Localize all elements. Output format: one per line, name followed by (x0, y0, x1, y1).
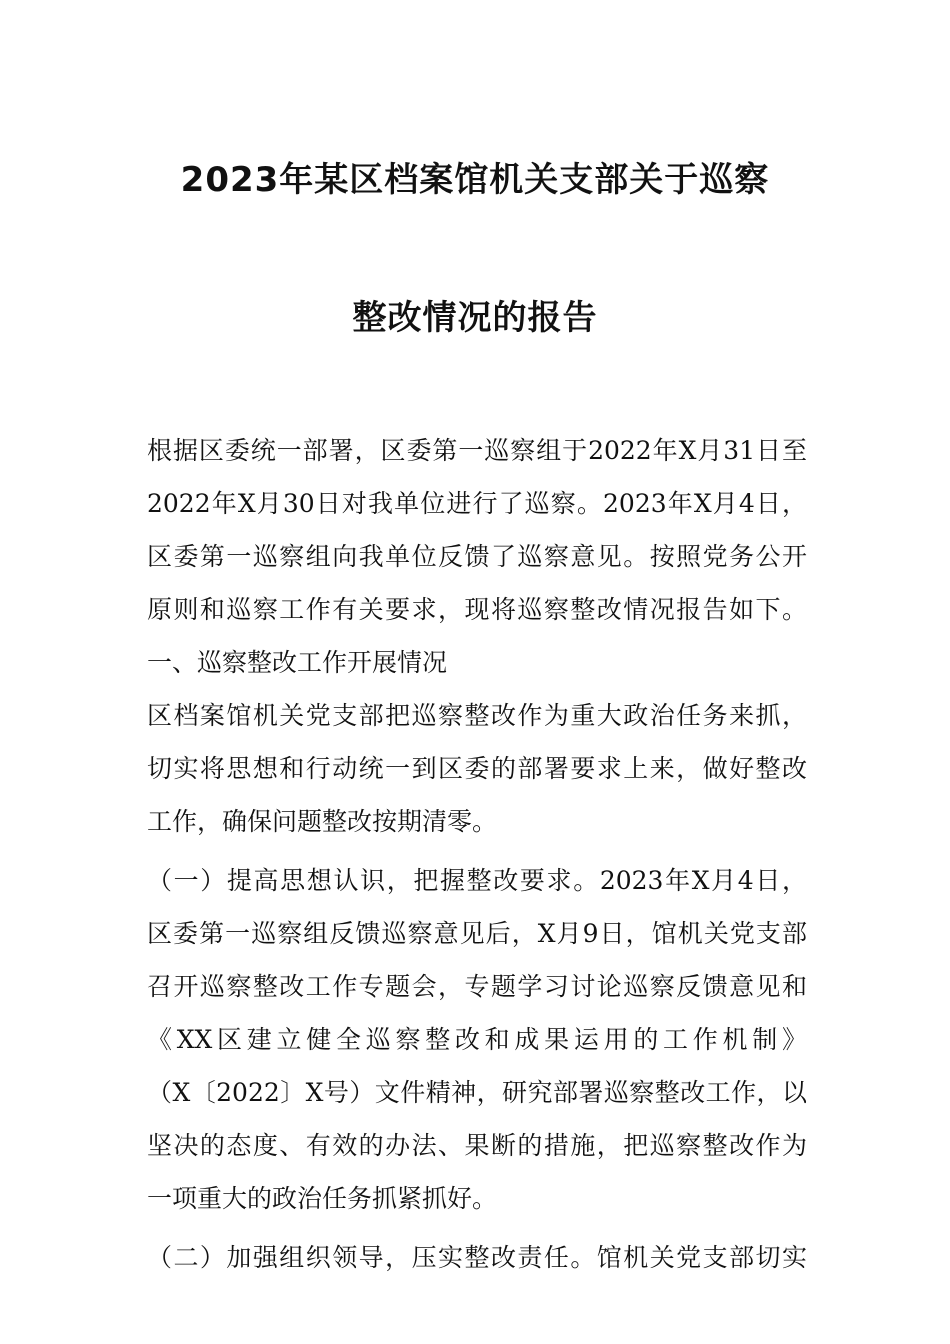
document-title-line-2: 整改情况的报告 (352, 298, 598, 338)
document-title-line-1: 2023年某区档案馆机关支部关于巡察 (180, 160, 770, 200)
body-line: （一）提高思想认识，把握整改要求。2023年X月4日， (147, 866, 807, 895)
body-line: （X〔2022〕X号）文件精神，研究部署巡察整改工作，以 (147, 1078, 807, 1107)
body-line: 工作，确保问题整改按期清零。 (147, 807, 498, 836)
body-line: 一项重大的政治任务抓紧抓好。 (147, 1184, 498, 1213)
body-line: （二）加强组织领导，压实整改责任。馆机关党支部切实 (147, 1243, 807, 1272)
body-line: 《XX区建立健全巡察整改和成果运用的工作机制》 (147, 1025, 807, 1054)
body-line: 区档案馆机关党支部把巡察整改作为重大政治任务来抓， (147, 701, 807, 730)
body-line: 切实将思想和行动统一到区委的部署要求上来，做好整改 (147, 754, 807, 783)
document-body (147, 424, 807, 1284)
body-line: 根据区委统一部署，区委第一巡察组于2022年X月31日至 (147, 436, 807, 465)
body-line: 区委第一巡察组向我单位反馈了巡察意见。按照党务公开 (147, 542, 807, 571)
body-line: 区委第一巡察组反馈巡察意见后，X月9日，馆机关党支部 (147, 919, 807, 948)
body-line: 召开巡察整改工作专题会，专题学习讨论巡察反馈意见和 (147, 972, 807, 1001)
body-line: 坚决的态度、有效的办法、果断的措施，把巡察整改作为 (147, 1131, 807, 1160)
section-heading: 一、巡察整改工作开展情况 (147, 648, 448, 677)
body-line: 原则和巡察工作有关要求，现将巡察整改情况报告如下。 (147, 595, 807, 624)
body-line: 2022年X月30日对我单位进行了巡察。2023年X月4日， (147, 489, 807, 518)
